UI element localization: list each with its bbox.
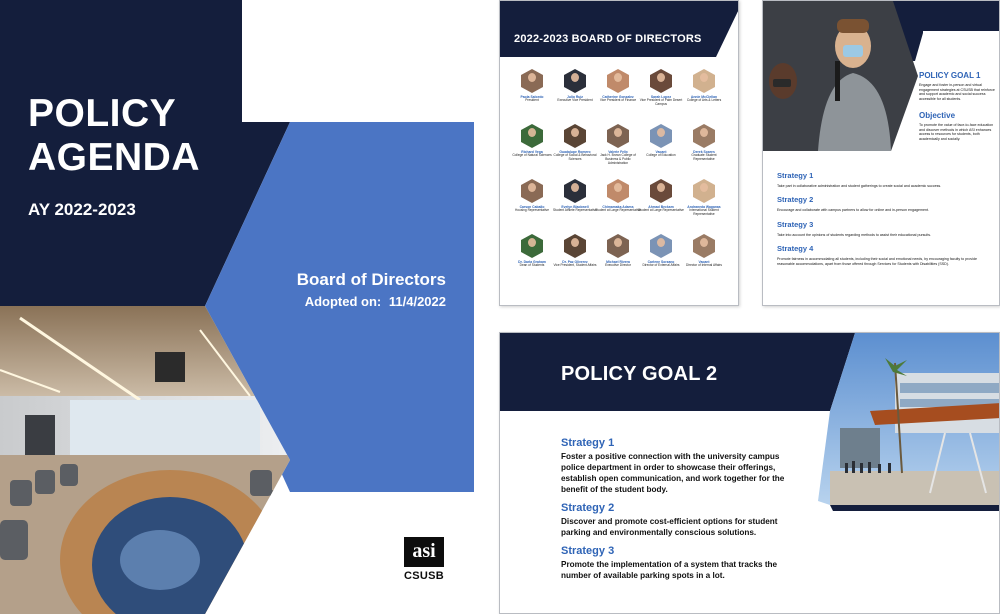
board-member (595, 69, 641, 103)
strategy-text: Take part in collaborative administration and student gatherings to create social and academic success. (777, 184, 942, 188)
policy-goal-1-page (762, 0, 1000, 306)
member-photo (607, 124, 629, 148)
board-member (638, 234, 684, 268)
member-name: Ahmad Beckam (648, 205, 674, 209)
cover-title (28, 92, 288, 180)
member-photo (521, 124, 543, 148)
member-name: Derek Soares (693, 150, 715, 154)
member-name: Carson Caballo (519, 205, 545, 209)
member-photo (693, 124, 715, 148)
member-name: Catherine Gonzalez (602, 95, 634, 99)
member-photo (650, 124, 672, 148)
member-photo (521, 69, 543, 93)
board-member (595, 234, 641, 268)
member-name: Annie McClellan (690, 95, 718, 99)
strategy-text: Discover and promote cost-efficient options for student parking and environmentally conscious solutions. (561, 517, 778, 537)
board-heading: Board of Directors (296, 270, 446, 289)
member-name: Vacant (655, 150, 667, 154)
member-role: Housing Representative (514, 208, 550, 212)
board-member (552, 179, 598, 213)
member-role: Director of Internal Affairs (686, 263, 722, 267)
member-name: Valerie Felix (608, 150, 628, 154)
board-banner (500, 1, 739, 61)
cover-title-line-2: AGENDA (28, 136, 201, 179)
member-name: Julio Ruiz (566, 95, 583, 99)
board-member (509, 124, 555, 158)
member-role: Vice President of Palm Desert Campus (639, 98, 683, 106)
board-member (638, 69, 684, 107)
strategy-text: Promote fairness in accommodating all students, including their social and emotional needs, by encouraging faculty to provide reasonable accommodations, apart from those offered through Services for Students with Disabilities (SSD). (777, 257, 977, 266)
board-member (552, 69, 598, 103)
goal2-strategy (561, 502, 786, 538)
member-role: College of Education (646, 153, 676, 157)
member-name: Paola Salcedo (520, 95, 544, 99)
board-member (638, 124, 684, 158)
goal2-strategy (561, 437, 786, 495)
board-member (509, 69, 555, 103)
goal1-strategy (777, 171, 991, 188)
member-photo (607, 69, 629, 93)
strategy-text: Take into account the opinions of students regarding methods to assist their educational pursuits. (777, 232, 932, 237)
strategy-title: Strategy 1 (777, 171, 814, 180)
member-role: International Student Representative (689, 208, 719, 216)
board-member (509, 234, 555, 268)
member-role: Executive Director (605, 263, 631, 267)
member-photo (650, 179, 672, 203)
goal1-text: Engage and foster in-person and virtual engagement strategies at CSUSB that reinforce and support academic and social success accessible for all students. (919, 83, 995, 101)
strategy-title: Strategy 2 (777, 195, 814, 205)
member-name: Guadalupe Romero (559, 150, 591, 154)
strategy-text: Encourage and collaborate with campus partners to allow for online and in-person engagement. (777, 208, 930, 213)
member-photo (564, 124, 586, 148)
member-role: College of Natural Sciences (512, 153, 552, 157)
member-name: Dr. Darla Graham (518, 260, 546, 264)
member-photo (564, 179, 586, 203)
member-photo (693, 69, 715, 93)
member-photo (607, 179, 629, 203)
goal1-title: POLICY GOAL 1 (919, 71, 981, 80)
board-member (509, 179, 555, 213)
strategy-title: Strategy 3 (561, 545, 615, 557)
member-role: Dean of Students (519, 263, 545, 267)
board-page-title: 2022-2023 BOARD OF DIRECTORS (514, 33, 702, 45)
goal2-strategies (561, 437, 786, 588)
member-role: Vice President, Student Affairs (553, 263, 597, 267)
asi-csusb-logo (404, 537, 450, 582)
strategy-text: Foster a positive connection with the university campus police department in order to showcase their offerings, establish open communication, and work together for the benefit of the student body. (561, 452, 785, 494)
member-photo (650, 234, 672, 258)
cover-title-line-1: POLICY (28, 92, 177, 135)
member-role: College of Social & Behavioral Sciences (553, 153, 597, 161)
board-member (681, 179, 727, 217)
member-role: Student at Large Representative (595, 208, 641, 212)
goal1-strategies (777, 171, 991, 273)
goal1-objective-title: Objective (919, 111, 956, 120)
member-name: Andraneda Waganas (687, 205, 721, 209)
member-name: Michael Rivera (606, 260, 630, 264)
board-member (595, 179, 641, 213)
member-role: College of Arts & Letters (686, 98, 722, 102)
strategy-title: Strategy 1 (561, 437, 615, 449)
board-member (638, 179, 684, 213)
member-photo (607, 234, 629, 258)
member-role: President (525, 98, 539, 102)
goal1-strategy (777, 220, 991, 237)
member-role: Graduate Student Representative (691, 153, 717, 161)
member-name: Chimamaka Adams (602, 205, 634, 209)
board-member (681, 234, 727, 268)
member-name: Vacant (698, 260, 710, 264)
asi-logo-mark: asi (404, 537, 444, 567)
member-role: Director of External Affairs (642, 263, 680, 267)
adopted-label: Adopted on: (304, 294, 382, 309)
goal1-strategy (777, 195, 991, 212)
academic-year: AY 2022-2023 (28, 200, 136, 219)
adopted-date (216, 294, 446, 309)
member-name: Evelyn Blackwell (561, 205, 589, 209)
member-role: Jack H. Brown College of Business & Public Administration (600, 153, 636, 165)
board-member (595, 124, 641, 165)
board-member (552, 234, 598, 268)
member-photo (564, 69, 586, 93)
member-photo (650, 69, 672, 93)
member-role: Executive Vice President (557, 98, 593, 102)
member-role: Student at Large Representative (638, 208, 684, 212)
member-role: Student Athlete Representative (553, 208, 597, 212)
member-photo (564, 234, 586, 258)
member-photo (693, 234, 715, 258)
member-photo (693, 179, 715, 203)
member-photo (521, 234, 543, 258)
member-name: Dr. Paz Oliverez (562, 260, 588, 264)
member-name: Carlene Sorzano (647, 260, 675, 264)
member-name: Richard Vega (521, 150, 543, 154)
board-member (552, 124, 598, 162)
policy-goal-2-page (499, 332, 1000, 614)
goal2-title: POLICY GOAL 2 (561, 363, 718, 385)
board-member (681, 69, 727, 103)
board-member (681, 124, 727, 162)
member-name: Sarah Lopez (650, 95, 672, 99)
strategy-text: Promote the implementation of a system that tracks the number of available parking spots in a lot. (561, 560, 778, 580)
strategy-title: Strategy 2 (561, 502, 615, 514)
strategy-title: Strategy 4 (777, 244, 814, 254)
adopted-date-value: 11/4/2022 (388, 294, 446, 309)
goal2-strategy (561, 545, 786, 581)
member-role: Vice President of Finance (599, 98, 637, 102)
member-photo (521, 179, 543, 203)
strategy-title: Strategy 3 (777, 219, 814, 229)
csusb-logo-text: CSUSB (404, 570, 445, 582)
goal1-objective-text: To promote the value of face-to-face education and discover methods in which ASI enhances access to resources for students, both academically and socially. (919, 123, 994, 141)
cover-page (0, 0, 474, 614)
goal1-strategy (777, 244, 991, 266)
board-of-directors-page (499, 0, 739, 306)
